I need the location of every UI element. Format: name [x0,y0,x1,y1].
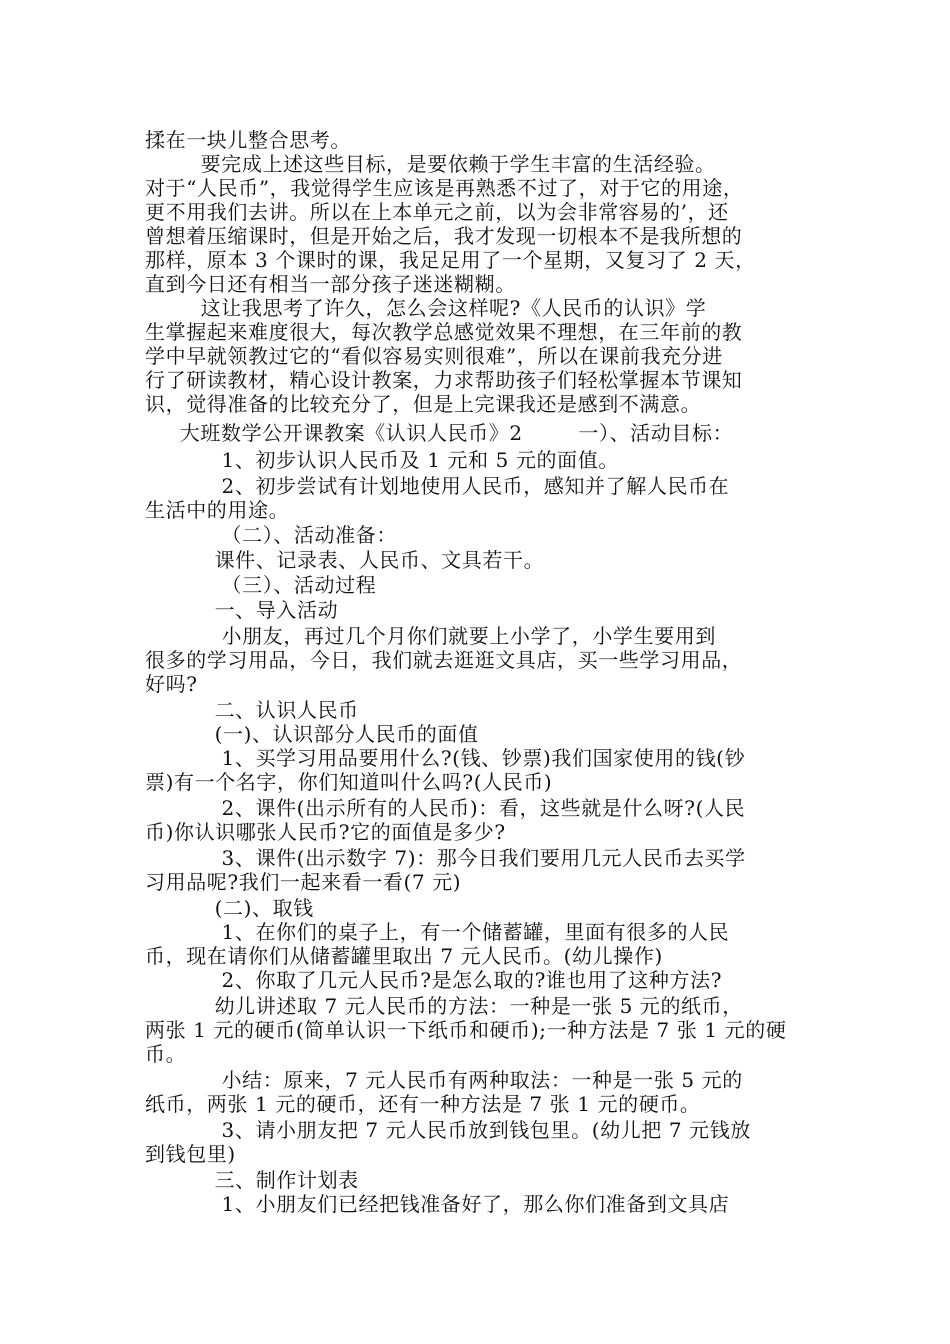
text-line: 一、导入活动 [145,598,339,622]
text-line: (一)、认识部分人民币的面值 [145,722,479,746]
text-line: 票)有一个名字，你们知道叫什么吗?(人民币) [145,770,553,794]
text-line: 小朋友，再过几个月你们就要上小学了，小学生要用到 [145,624,716,648]
text-line: 习用品呢?我们一起来看一看(7 元) [145,870,462,894]
text-line: （二）、活动准备： [145,523,397,547]
text-line: 币)你认识哪张人民币?它的面值是多少? [145,820,506,844]
text-line: 3、课件(出示数字 7)：那今日我们要用几元人民币去买学 [145,846,746,870]
text-line: 二、认识人民币 [145,698,359,722]
text-line: 三、制作计划表 [145,1168,359,1192]
text-line: 对于“人民币”，我觉得学生应该是再熟悉不过了，对于它的用途， [145,176,744,200]
text-line: 要完成上述这些目标，是要依赖于学生丰富的生活经验。 [145,152,716,176]
text-line: 2、课件(出示所有的人民币)：看，这些就是什么呀?(人民 [145,796,746,820]
text-line: 直到今日还有相当一部分孩子迷迷糊糊。 [145,272,516,296]
text-line: 课件、记录表、人民币、文具若干。 [145,548,545,572]
text-line: 这让我思考了许久，怎么会这样呢?《人民币的认识》学 [145,296,707,320]
text-line: 2、你取了几元人民币?是怎么取的?谁也用了这种方法? [145,968,723,992]
text-line: 3、请小朋友把 7 元人民币放到钱包里。(幼儿把 7 元钱放 [145,1118,751,1142]
text-line: 小结：原来，7 元人民币有两种取法：一种是一张 5 元的 [145,1068,743,1092]
text-line: 币。 [145,1042,187,1066]
text-line: 两张 1 元的硬币(简单认识一下纸币和硬币);一种方法是 7 张 1 元的硬 [145,1018,787,1042]
text-line: 纸币，两张 1 元的硬币，还有一种方法是 7 张 1 元的硬币。 [145,1092,701,1116]
text-line: 揉在一块儿整合思考。 [145,128,351,152]
text-line: 生掌握起来难度很大，每次教学总感觉效果不理想，在三年前的教 [145,320,743,344]
text-line: （三）、活动过程 [145,573,377,597]
text-line: 行了研读教材，精心设计教案，力求帮助孩子们轻松掌握本节课知 [145,368,743,392]
text-line: 学中早就领教过它的“看似容易实则很难”，所以在课前我充分进 [145,344,723,368]
text-line: 更不用我们去讲。所以在上本单元之前，以为会非常容易的’，还 [145,200,729,224]
text-line: 1、小朋友们已经把钱准备好了，那么你们准备到文具店 [145,1192,730,1216]
text-line: 2、初步尝试有计划地使用人民币，感知并了解人民币在 [145,474,730,498]
text-line: 币，现在请你们从储蓄罐里取出 7 元人民币。(幼儿操作) [145,944,663,968]
text-line: 1、初步认识人民币及 1 元和 5 元的面值。 [145,448,619,472]
section-heading: 大班数学公开课教案《认识人民币》2 一）、活动目标： [145,421,734,445]
text-line: 好吗? [145,672,198,696]
text-line: 1、买学习用品要用什么?(钱、钞票)我们国家使用的钱(钞 [145,746,746,770]
text-line: 1、在你们的桌子上，有一个储蓄罐，里面有很多的人民 [145,920,730,944]
text-line: 识，觉得准备的比较充分了，但是上完课我还是感到不满意。 [145,392,702,416]
text-line: 很多的学习用品，今日，我们就去逛逛文具店，买一些学习用品， [145,648,743,672]
text-line: 到钱包里) [145,1142,236,1166]
text-line: 幼儿讲述取 7 元人民币的方法：一种是一张 5 元的纸币， [145,994,743,1018]
text-line: 生活中的用途。 [145,498,290,522]
text-line: (二)、取钱 [145,896,314,920]
text-line: 那样，原本 3 个课时的课，我足足用了一个星期，又复习了 2 天， [145,248,756,272]
text-line: 曾想着压缩课时，但是开始之后，我才发现一切根本不是我所想的 [145,224,743,248]
